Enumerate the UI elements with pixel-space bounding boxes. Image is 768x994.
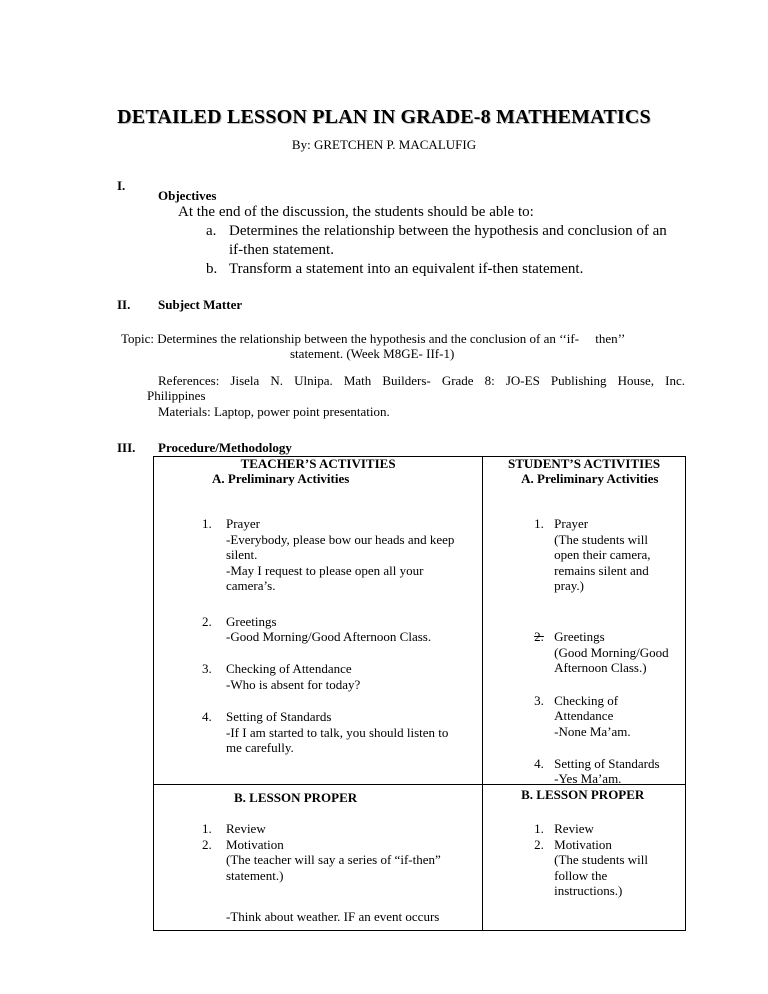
teacher-activities-header: TEACHER’S ACTIVITIES <box>240 456 396 471</box>
teacher-lesson-cell <box>154 785 483 931</box>
t3-num: 3. <box>202 660 212 676</box>
s1-line1: (The students will <box>554 531 649 547</box>
materials-line: Materials: Laptop, power point presentation. <box>158 404 390 419</box>
s4-num: 4. <box>534 755 544 771</box>
topic-line2: statement. (Week M8GE- IIf-1) <box>290 346 455 361</box>
t3-line1: -Who is absent for today? <box>226 676 361 692</box>
tb2-title: Motivation <box>226 837 284 852</box>
section-number-subject: II. <box>117 297 131 312</box>
t1-line4: camera’s. <box>226 577 276 593</box>
student-lesson-heading: B. LESSON PROPER <box>521 787 645 802</box>
section-title-subject: Subject Matter <box>158 297 243 312</box>
t4-title: Setting of Standards <box>226 708 332 724</box>
t4-num: 4. <box>202 708 212 724</box>
teacher-header-cell <box>154 457 483 471</box>
sb2-title: Motivation <box>554 837 612 852</box>
s1-line3: remains silent and <box>554 562 649 578</box>
tb1-num: 1. <box>202 821 212 836</box>
objective-a-line1: Determines the relationship between the hypothesis and conclusion of an <box>229 223 667 239</box>
objective-a-marker: a. <box>206 223 217 239</box>
t4-line2: me carefully. <box>226 739 294 755</box>
objectives-intro: At the end of the discussion, the students should be able to: <box>178 204 534 220</box>
sb1-title: Review <box>554 821 594 836</box>
tb2-num: 2. <box>202 837 212 852</box>
s3-line1: Attendance <box>554 707 614 723</box>
objective-b-marker: b. <box>206 261 218 277</box>
objective-a-line2: if-then statement. <box>229 242 334 258</box>
student-activities-header: STUDENT’S ACTIVITIES <box>508 456 661 471</box>
t2-line1: -Good Morning/Good Afternoon Class. <box>226 628 432 644</box>
s4-title: Setting of Standards <box>554 755 660 771</box>
tb2-line1: (The teacher will say a series of “if-then” <box>226 852 441 867</box>
student-preliminary-cell <box>483 471 686 785</box>
tb2-line3: -Think about weather. IF an event occurs <box>226 909 440 924</box>
t4-line1: -If I am started to talk, you should listen to <box>226 724 449 740</box>
s3-num: 3. <box>534 692 544 708</box>
s1-num: 1. <box>534 515 544 531</box>
s2-num: 2. <box>534 628 544 644</box>
sb2-line1: (The students will <box>554 852 649 867</box>
references-line2: Philippines <box>147 388 206 403</box>
section-number-objectives: I. <box>117 178 126 193</box>
t2-num: 2. <box>202 613 212 629</box>
section-title-procedure: Procedure/Methodology <box>158 440 292 455</box>
s1-title: Prayer <box>554 515 589 531</box>
topic-line1: Topic: Determines the relationship between the hypothesis and the conclusion of an ‘‘if- then’’ <box>121 331 626 346</box>
t1-line3: -May I request to please open all your <box>226 562 424 578</box>
section-number-procedure: III. <box>117 440 136 455</box>
t1-line1: -Everybody, please bow our heads and keep <box>226 531 455 547</box>
objective-b-line1: Transform a statement into an equivalent if-then statement. <box>229 261 584 277</box>
s2-line2: Afternoon Class.) <box>554 659 647 675</box>
student-lesson-cell <box>483 785 686 931</box>
s3-line2: -None Ma’am. <box>554 723 631 739</box>
s1-line2: open their camera, <box>554 546 651 562</box>
student-preliminary-heading: A. Preliminary Activities <box>521 470 659 486</box>
sb2-line2: follow the <box>554 868 608 883</box>
activities-table <box>153 456 686 931</box>
tb2-line2: statement.) <box>226 868 284 883</box>
tb1-title: Review <box>226 821 266 836</box>
references-line1: References: Jisela N. Ulnipa. Math Builders- Grade 8: JO-ES Publishing House, Inc. <box>158 373 685 388</box>
section-title-objectives: Objectives <box>158 188 217 203</box>
t2-title: Greetings <box>226 613 277 629</box>
sb2-line3: instructions.) <box>554 883 623 898</box>
t1-num: 1. <box>202 515 212 531</box>
document-title: DETAILED LESSON PLAN IN GRADE-8 MATHEMATICS <box>117 106 651 128</box>
author-line: By: GRETCHEN P. MACALUFIG <box>291 137 477 152</box>
s1-line4: pray.) <box>554 577 584 593</box>
teacher-preliminary-heading: A. Preliminary Activities <box>212 470 350 486</box>
teacher-preliminary-cell <box>154 471 483 785</box>
teacher-lesson-heading: B. LESSON PROPER <box>234 790 358 805</box>
s2-line1: (Good Morning/Good <box>554 644 669 660</box>
s4-line1: -Yes Ma’am. <box>554 770 622 786</box>
t3-title: Checking of Attendance <box>226 660 352 676</box>
sb2-num: 2. <box>534 837 544 852</box>
s2-title: Greetings <box>554 628 605 644</box>
student-header-cell <box>483 457 686 471</box>
t1-line2: silent. <box>226 546 258 562</box>
sb1-num: 1. <box>534 821 544 836</box>
t1-title: Prayer <box>226 515 260 531</box>
s3-title: Checking of <box>554 692 619 708</box>
